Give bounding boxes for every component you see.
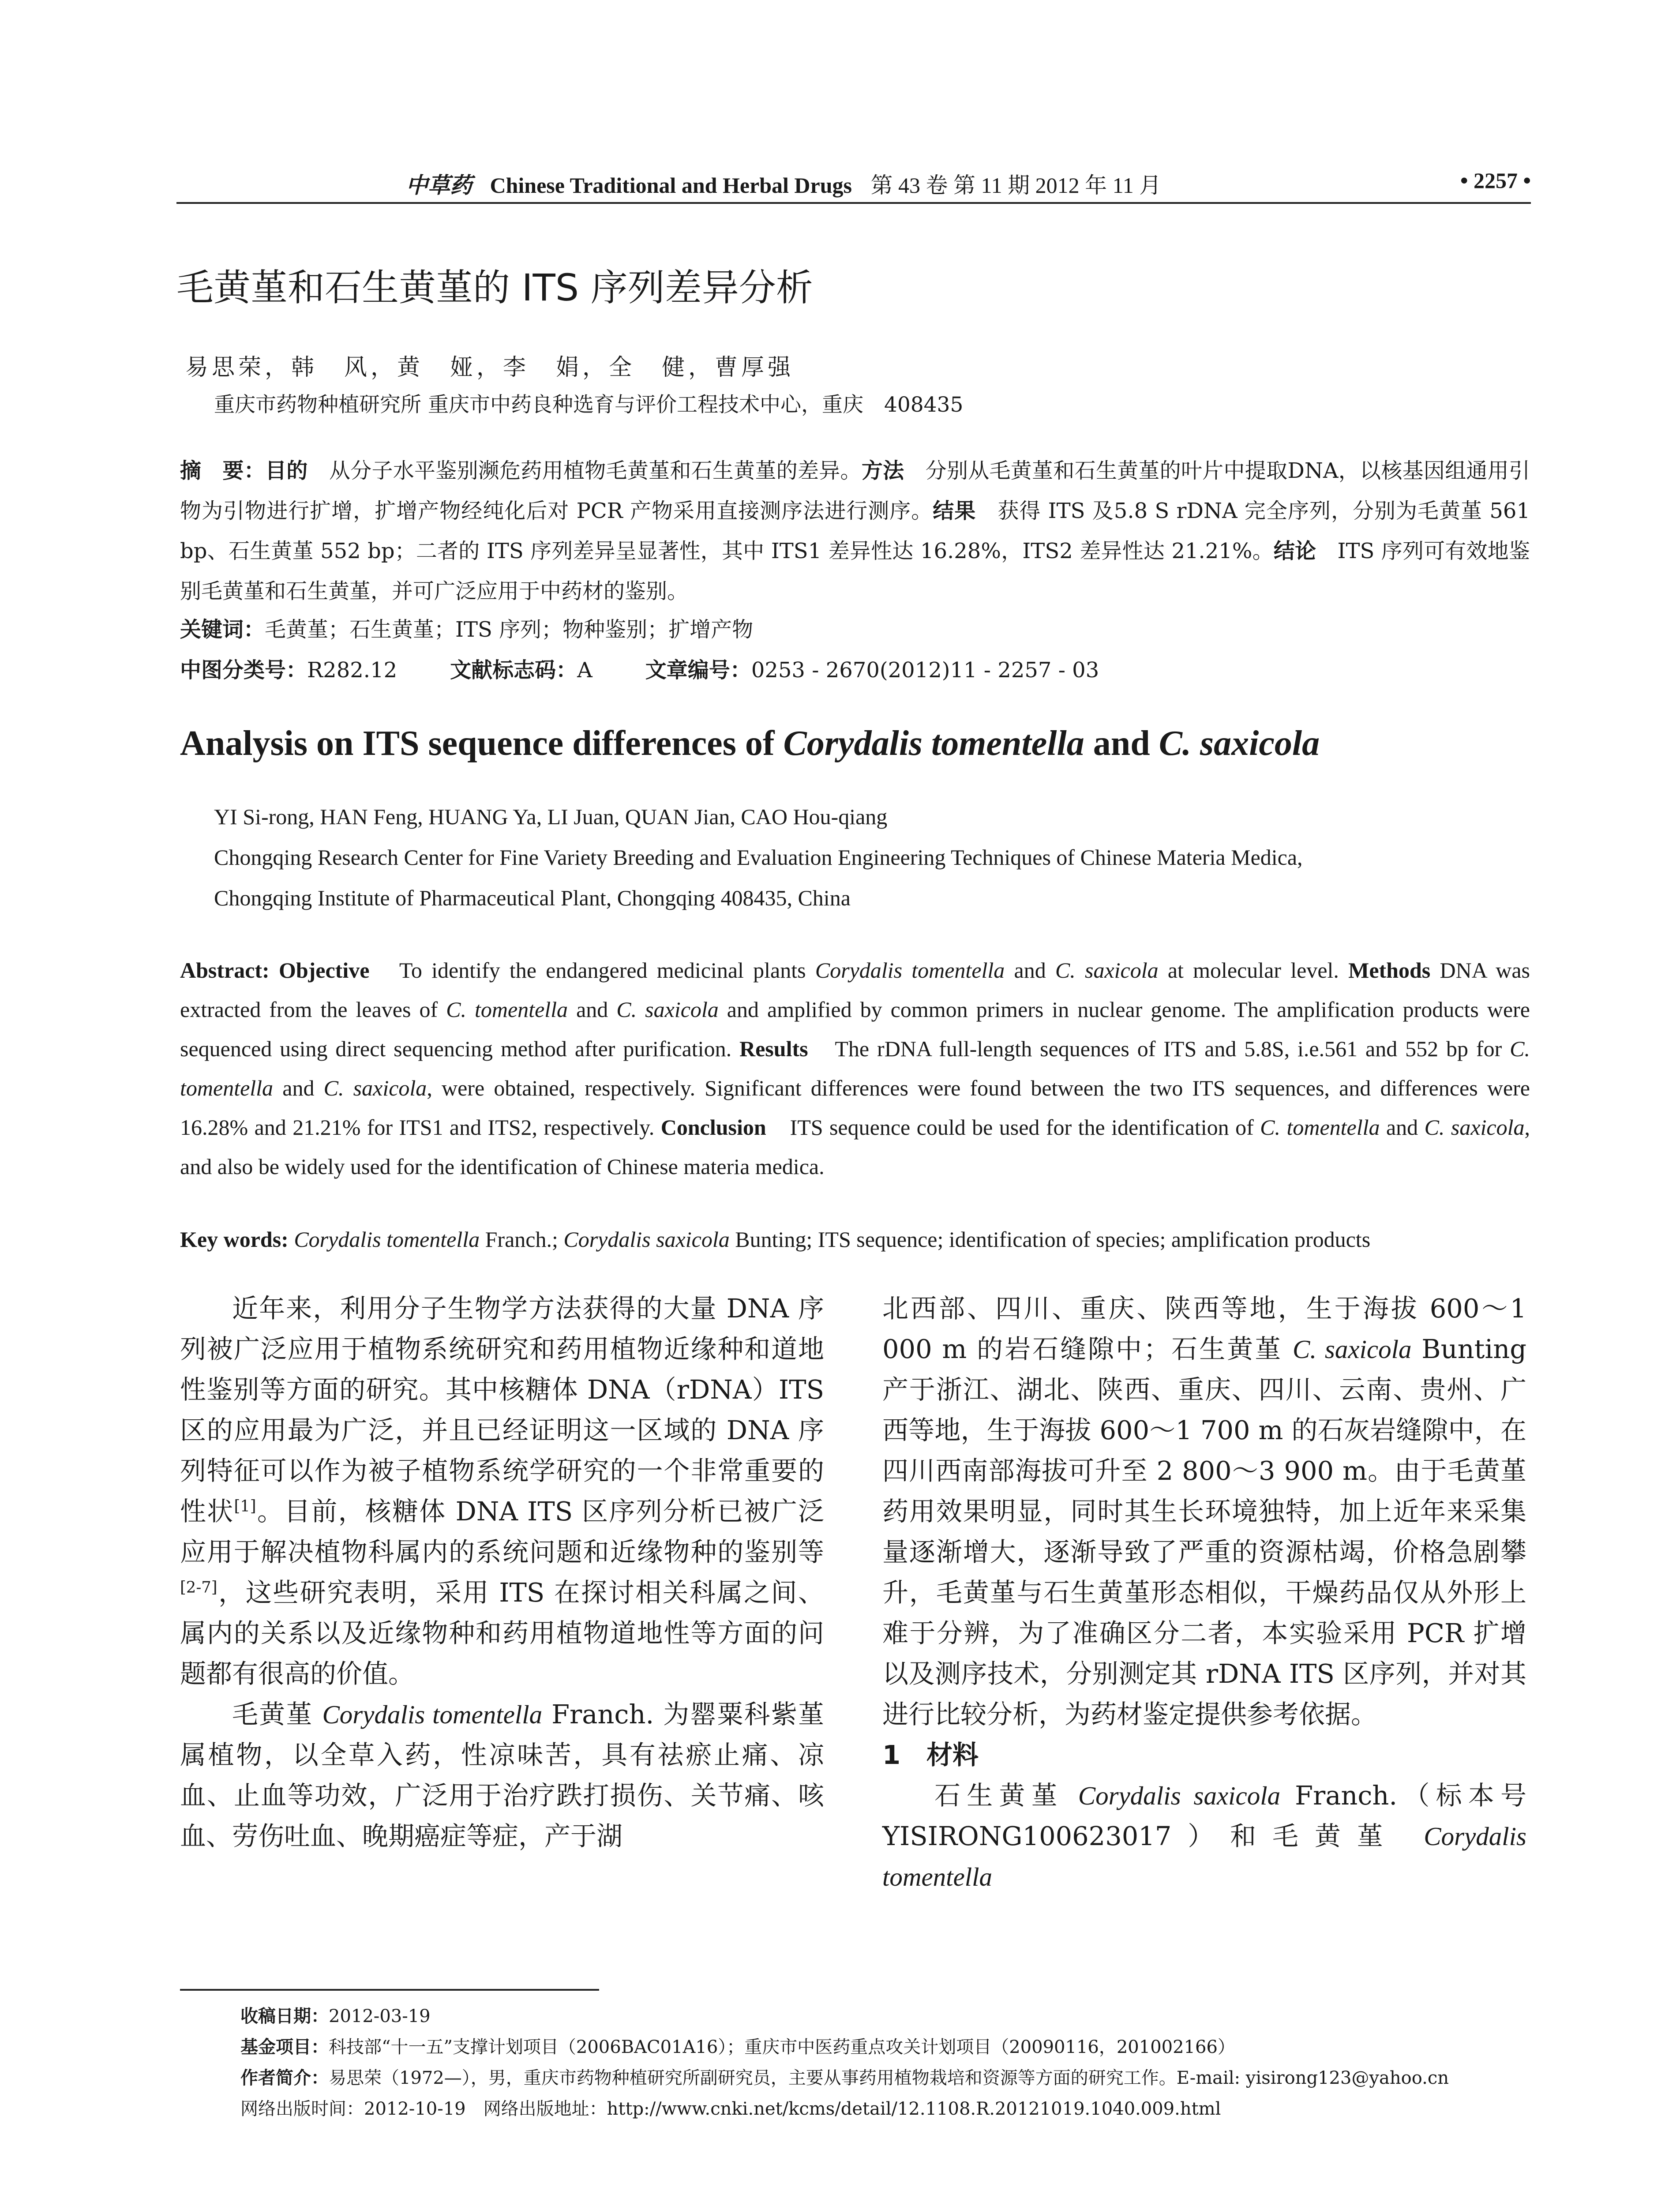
cn-authors: 易思荣，韩 风，黄 娅，李 娟，全 健，曹厚强 (185, 354, 795, 381)
footnote-online (240, 2093, 1449, 2124)
en-text: ITS sequence could be used for the identification of (766, 1115, 1260, 1140)
cn-keywords-text: 毛黄堇；石生黄堇；ITS 序列；物种鉴别；扩增产物 (265, 617, 754, 642)
clc-value: R282.12 (307, 658, 398, 683)
footnote-label: 作者简介： (240, 2068, 329, 2088)
en-text: , and also be widely used for the identification of Chinese materia medica. (180, 1115, 1530, 1179)
footnote-text: 易思荣（1972—），男，重庆市药物种植研究所副研究员，主要从事药用植物栽培和资源等方面的研究工作。E-mail: yisirong123@yahoo.cn (329, 2068, 1449, 2088)
footnote-author (240, 2063, 1449, 2093)
en-title-and: and (1084, 724, 1159, 763)
cn-affiliation: 重庆市药物种植研究所 重庆市中药良种选育与评价工程技术中心，重庆 408435 (214, 393, 964, 417)
en-text: at molecular level. (1158, 958, 1349, 983)
en-text: and (1005, 958, 1055, 983)
en-keywords-label: Key words: (180, 1227, 294, 1252)
en-keywords (180, 1227, 1370, 1252)
en-text: and (1380, 1115, 1425, 1140)
citation-ref[interactable]: [1] (234, 1497, 256, 1516)
en-species: C. saxicola (1424, 1115, 1525, 1140)
en-species: C. tomentella (446, 997, 568, 1022)
footnote-divider (180, 1989, 599, 1991)
body-paragraph (180, 1694, 824, 1857)
footnote-label: 基金项目： (240, 2037, 329, 2057)
en-text: DNA was extracted from the leaves of (180, 958, 1530, 1022)
body-text: 石生黄堇 (934, 1780, 1078, 1811)
footnote-text: 网络出版时间：2012-10-19 (240, 2099, 466, 2119)
en-text: and (273, 1076, 324, 1100)
en-species: Corydalis saxicola (563, 1227, 730, 1252)
cn-objective-text: 从分子水平鉴别濒危药用植物毛黄堇和石生黄堇的差异。 (308, 458, 862, 483)
footnote-received (240, 2001, 1449, 2032)
en-text: and amplified by common primers in nuclear genome. The amplification products were sequenced using direct sequencing method after purification. (180, 997, 1530, 1061)
body-text: Bunting 产于浙江、湖北、陕西、重庆、四川、云南、贵州、广西等地，生于海拔 600～1 700 m 的石灰岩缝隙中，在四川西南部海拔可升至 2 800～3 900 m。由于毛黄堇药用效果明显，同时其生长环境独特，加上近年来采集量逐渐增大，逐渐导致了严重的资源枯竭，价格急剧攀升，毛黄堇与石生黄堇形态相似，干燥药品仅从外形上难于分辨，为了准确区分二者，本实验采用 PCR 扩增以及测序技术，分别测定其 rDNA ITS 区序列，并对其进行比较分析，为药材鉴定提供参考依据。 (882, 1334, 1526, 1730)
cn-keywords (180, 612, 753, 643)
en-title (180, 724, 1320, 764)
cn-results-text: 获得 ITS 及5.8 S rDNA 完全序列，分别为毛黄堇 561 bp、石生黄堇 552 bp；二者的 ITS 序列差异呈显著性，其中 ITS1 差异性达 16.28%，ITS2 差异性达 21.21%。 (180, 499, 1530, 563)
en-results-label: Results (739, 1036, 808, 1061)
en-abstract (180, 951, 1530, 1186)
en-affiliation-line2: Chongqing Institute of Pharmaceutical Plant, Chongqing 408435, China (214, 885, 851, 910)
body-column-left (180, 1288, 824, 1857)
cn-objective-label: 目的 (265, 458, 308, 483)
en-text: Franch.; (480, 1227, 564, 1252)
footnote-text: 科技部“十一五”支撑计划项目（2006BAC01A16）；重庆市中医药重点攻关计划项目（20090116，201002166） (329, 2037, 1235, 2057)
species-name: Corydalis tomentella (322, 1700, 543, 1729)
en-title-species1: Corydalis tomentella (783, 724, 1084, 763)
article-no-label: 文章编号： (645, 658, 751, 683)
body-text: 。目前，核糖体 DNA ITS 区序列分析已被广泛应用于解决植物科属内的系统问题和近缘物种的鉴别等 (180, 1496, 824, 1567)
body-column-right (882, 1288, 1526, 1897)
en-text: , were obtained, respectively. Significant differences were found between the two ITS sequences, and differences were 16.28% and 21.21% for ITS1 and ITS2, respectively. (180, 1076, 1530, 1140)
en-title-species2: C. saxicola (1159, 724, 1320, 763)
article-no-value: 0253 - 2670(2012)11 - 2257 - 03 (751, 658, 1099, 683)
header-divider (176, 202, 1531, 204)
en-species: Corydalis tomentella (815, 958, 1005, 983)
en-text: To identify the endangered medicinal plants (369, 958, 815, 983)
en-species: C. saxicola (616, 997, 719, 1022)
page-number: • 2257 • (1460, 168, 1531, 193)
body-paragraph (882, 1775, 1526, 1897)
running-header (176, 168, 1531, 199)
cn-abstract-label: 摘 要： (180, 458, 266, 483)
species-name: Corydalis saxicola (1078, 1781, 1281, 1810)
en-species: Corydalis tomentella (294, 1227, 480, 1252)
issue-info: 第 43 卷 第 11 期 2012 年 11 月 (870, 173, 1162, 198)
en-text: The rDNA full-length sequences of ITS and 5.8S, i.e.561 and 552 bp for (808, 1036, 1510, 1061)
en-text: Bunting; ITS sequence; identification of species; amplification products (729, 1227, 1371, 1252)
species-name: C. saxicola (1293, 1335, 1412, 1364)
body-paragraph (882, 1288, 1526, 1735)
section-heading: 1 材料 (882, 1740, 979, 1770)
body-text: 近年来，利用分子生物学方法获得的大量 DNA 序列被广泛应用于植物系统研究和药用植物近缘种和道地性鉴别等方面的研究。其中核糖体 DNA（rDNA）ITS 区的应用最为广泛，并且已经证明这一区域的 DNA 序列特征可以作为被子植物系统学研究的一个非常重要的性状 (180, 1293, 824, 1527)
body-text: Franch.（标本号 YISIRONG100623017）和毛黄堇 (882, 1780, 1526, 1851)
cn-title: 毛黄堇和石生黄堇的 ITS 序列差异分析 (176, 266, 813, 309)
footnote-link[interactable]: 网络出版地址：http://www.cnki.net/kcms/detail/12.1108.R.20121019.1040.009.html (483, 2099, 1221, 2119)
footnotes (240, 2001, 1449, 2124)
doc-code-value: A (577, 658, 592, 683)
en-abstract-label: Abstract: (180, 958, 279, 983)
journal-name: Chinese Traditional and Herbal Drugs (490, 173, 852, 198)
cn-results-label: 结果 (933, 499, 976, 523)
species-name: Corydalis tomentella (882, 1822, 1526, 1891)
citation-ref[interactable]: [2-7] (180, 1578, 218, 1597)
footnote-fund (240, 2032, 1449, 2063)
footnote-text: 2012-03-19 (329, 2006, 431, 2026)
cn-conclusion-text: ITS 序列可有效地鉴别毛黄堇和石生黄堇，并可广泛应用于中药材的鉴别。 (180, 539, 1530, 604)
cn-abstract (180, 451, 1530, 612)
en-conclusion-label: Conclusion (660, 1115, 766, 1140)
en-title-text: Analysis on ITS sequence differences of (180, 724, 784, 763)
en-objective-label: Objective (278, 958, 370, 983)
footnote-label: 收稿日期： (240, 2006, 329, 2026)
en-authors: YI Si-rong, HAN Feng, HUANG Ya, LI Juan, QUAN Jian, CAO Hou-qiang (214, 804, 888, 829)
en-species: C. tomentella (180, 1036, 1530, 1100)
cn-classification (180, 653, 1099, 683)
cn-methods-label: 方法 (861, 458, 904, 483)
cn-conclusion-label: 结论 (1273, 539, 1316, 563)
clc-label: 中图分类号： (180, 658, 308, 683)
body-text: ，这些研究表明，采用 ITS 在探讨相关科属之间、属内的关系以及近缘物种和药用植物道地性等方面的问题都有很高的价值。 (180, 1577, 824, 1689)
body-text: 北西部、四川、重庆、陕西等地，生于海拔 600～1 000 m 的岩石缝隙中；石生黄堇 (882, 1293, 1526, 1364)
journal-logo: 中草药 (406, 172, 472, 198)
body-text: 毛黄堇 (232, 1699, 322, 1730)
doc-code-label: 文献标志码： (450, 658, 578, 683)
body-text: Franch. 为罂粟科紫堇属植物，以全草入药，性凉味苦，具有祛瘀止痛、凉血、止血等功效，广泛用于治疗跌打损伤、关节痛、咳血、劳伤吐血、晚期癌症等症，产于湖 (180, 1699, 824, 1851)
en-methods-label: Methods (1348, 958, 1431, 983)
body-paragraph (180, 1288, 824, 1694)
en-affiliation-line1: Chongqing Research Center for Fine Variety Breeding and Evaluation Engineering Techniques of Chinese Materia Medica, (214, 845, 1303, 870)
cn-methods-text: 分别从毛黄堇和石生黄堇的叶片中提取DNA，以核基因组通用引物为引物进行扩增，扩增产物经纯化后对 PCR 产物采用直接测序法进行测序。 (180, 458, 1530, 523)
cn-keywords-label: 关键词： (180, 617, 265, 642)
en-species: C. tomentella (1260, 1115, 1380, 1140)
en-text: and (568, 997, 617, 1022)
en-species: C. saxicola (323, 1076, 427, 1100)
en-species: C. saxicola (1055, 958, 1159, 983)
